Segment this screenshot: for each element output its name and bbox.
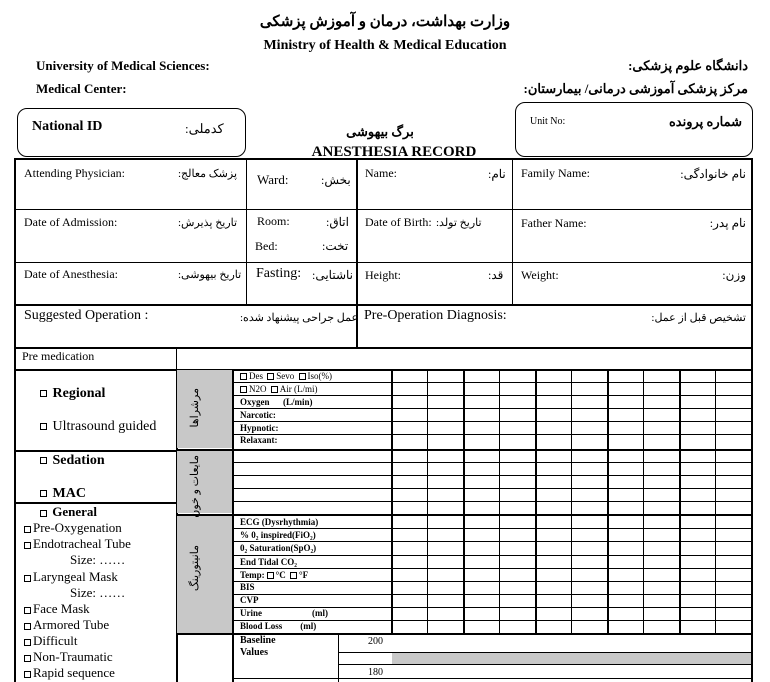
grid-line <box>232 408 752 409</box>
values-label: Values <box>240 647 268 658</box>
name-label-fa: نام: <box>488 167 506 181</box>
gas-sevo: Sevo <box>276 371 295 381</box>
gas-n2o: N2O <box>249 384 267 394</box>
drugs-section-label: مرشراها <box>189 388 201 428</box>
grid-line <box>14 158 16 682</box>
grid-line <box>232 678 340 679</box>
national-id-label-fa: کدملی: <box>185 121 224 136</box>
sedation-label: Sedation <box>52 453 105 468</box>
dob-label: Date of Birth: <box>365 215 432 229</box>
grid-line <box>338 652 752 653</box>
grid-line <box>232 581 752 582</box>
scale-200: 200 <box>368 636 383 647</box>
grid-line <box>14 450 177 452</box>
anesthesia-date-label: Date of Anesthesia: <box>24 267 118 281</box>
grid-line <box>232 555 752 556</box>
grid-line <box>232 462 752 463</box>
grid-line <box>338 633 339 682</box>
university-label: University of Medical Sciences: <box>36 58 210 73</box>
gas-unit: (L/mi) <box>294 384 318 394</box>
diagnosis-label-fa: تشخیص قبل از عمل: <box>651 312 746 324</box>
urine-row: Urine (ml) <box>240 608 328 618</box>
fluids-section-label: مایعات و خون <box>189 455 201 518</box>
ett-size-field[interactable]: Size: …… <box>70 552 126 567</box>
grid-line <box>14 262 752 263</box>
general-item-label: Non-Traumatic <box>33 649 113 664</box>
mac-label: MAC <box>52 486 86 501</box>
scale-180: 180 <box>368 667 383 678</box>
grid-line <box>14 158 752 160</box>
grid-line <box>232 434 752 435</box>
ultrasound-label: Ultrasound guided <box>52 419 157 434</box>
record-title-fa: برگ بیهوشی <box>346 124 414 139</box>
oxygen-row: Oxygen (L/min) <box>240 397 313 407</box>
blood-loss-row: Blood Loss (ml) <box>240 621 317 631</box>
gas-des: Des <box>249 371 263 381</box>
unit-no-label-fa: شماره پرونده <box>668 114 742 129</box>
ministry-title-fa: وزارت بهداشت، درمان و آموزش پزشکی <box>259 14 511 30</box>
endotracheal-tube-option[interactable] <box>22 536 131 552</box>
bis-label: BIS <box>240 582 255 592</box>
national-id-label: National ID <box>32 119 103 134</box>
relaxant-label: Relaxant: <box>240 435 278 445</box>
unit-no-label: Unit No: <box>530 116 566 127</box>
admission-label: Date of Admission: <box>24 215 118 229</box>
premedication-label: Pre medication <box>22 349 95 363</box>
family-name-label-fa: نام خانوادگی: <box>680 167 746 181</box>
center-label-fa: مرکز پزشکی آموزشی درمانی/ بیمارستان: <box>523 81 748 96</box>
admission-label-fa: تاریخ پذیرش: <box>178 217 238 229</box>
cvp-label: CVP <box>240 595 259 605</box>
grid-line <box>232 475 752 476</box>
grid-line <box>14 304 752 306</box>
ultrasound-option[interactable] <box>38 419 156 435</box>
bed-label-fa: تخت: <box>322 239 349 253</box>
general-item-label: Difficult <box>33 633 78 648</box>
suggested-operation-label: Suggested Operation : <box>24 308 149 323</box>
grid-line <box>232 488 752 489</box>
etco2-label: End Tidal CO₂ <box>240 557 297 567</box>
grid-line <box>14 369 752 371</box>
fio2-label: % 0₂ inspired(FiO₂) <box>240 530 316 540</box>
general-label: General <box>52 504 98 519</box>
face-mask-option[interactable] <box>22 601 90 617</box>
dob-label-fa: تاریخ تولد: <box>436 217 482 229</box>
general-option[interactable] <box>38 504 97 520</box>
bed-label: Bed: <box>255 239 278 253</box>
grid-line <box>751 158 753 682</box>
grid-line <box>232 369 234 682</box>
narcotic-label: Narcotic: <box>240 410 276 420</box>
family-name-label: Family Name: <box>521 166 590 180</box>
grid-line <box>232 382 752 383</box>
chart-band <box>392 652 751 664</box>
grid-line <box>232 541 752 542</box>
grid-line <box>232 421 752 422</box>
gases2-row[interactable] <box>238 384 318 394</box>
grid-line <box>232 594 752 595</box>
room-label: Room: <box>257 214 290 228</box>
height-label: Height: <box>365 268 401 282</box>
regional-label: Regional <box>52 386 106 401</box>
fasting-label-fa: ناشتایی: <box>312 268 354 282</box>
father-name-label: Father Name: <box>521 216 587 230</box>
fasting-label: Fasting: <box>256 266 302 281</box>
grid-line <box>338 664 752 665</box>
general-item-label: Laryngeal Mask <box>33 569 118 584</box>
grid-line <box>232 528 752 529</box>
grid-line <box>338 678 752 679</box>
general-item-label: Rapid sequence <box>33 665 115 680</box>
weight-label: Weight: <box>521 268 559 282</box>
baseline-label: Baseline <box>240 635 276 646</box>
grid-line <box>232 568 752 569</box>
record-title-en: ANESTHESIA RECORD <box>311 144 477 160</box>
university-label-fa: دانشگاه علوم پزشکی: <box>628 58 748 73</box>
general-item-label: Face Mask <box>33 601 90 616</box>
center-label: Medical Center: <box>36 81 127 96</box>
anesthesia-date-label-fa: تاریخ بیهوشی: <box>178 269 242 281</box>
height-label-fa: قد: <box>488 268 504 282</box>
grid-line <box>232 501 752 502</box>
spo2-label: 0₂ Saturation(SpO₂) <box>240 543 317 553</box>
gases-row[interactable] <box>238 371 332 381</box>
lma-size-field[interactable]: Size: …… <box>70 585 126 600</box>
father-name-label-fa: نام پدر: <box>709 216 746 230</box>
fluids-section-header <box>177 450 232 513</box>
gas-iso: Iso(%) <box>307 371 332 381</box>
sedation-option[interactable] <box>38 453 105 469</box>
drugs-section-header <box>177 370 232 448</box>
temp-row[interactable]: Temp: °C °F <box>240 570 309 580</box>
diagnosis-label: Pre-Operation Diagnosis: <box>364 308 507 323</box>
armored-tube-option[interactable] <box>22 617 109 633</box>
grid-line <box>14 347 752 349</box>
ward-label-fa: بخش: <box>321 173 351 187</box>
grid-line <box>14 209 752 210</box>
attending-label-fa: پزشک معالج: <box>178 168 238 180</box>
monitoring-section-label: مانیتورینگ <box>189 545 201 592</box>
laryngeal-mask-option[interactable] <box>22 569 118 585</box>
regional-option[interactable] <box>38 386 105 402</box>
pre-oxygenation-option[interactable] <box>22 520 122 536</box>
name-label: Name: <box>365 166 397 180</box>
hypnotic-label: Hypnotic: <box>240 423 279 433</box>
monitoring-section-header <box>177 515 232 633</box>
rapid-sequence-option[interactable] <box>22 665 115 681</box>
mac-option[interactable] <box>38 486 86 502</box>
ward-label: Ward: <box>257 172 289 187</box>
suggested-operation-label-fa: عمل جراحی پیشنهاد شده: <box>240 312 359 324</box>
grid-line <box>246 158 247 304</box>
ecg-label: ECG (Dysrhythmia) <box>240 517 319 527</box>
general-item-label: Endotracheal Tube <box>33 536 131 551</box>
grid-line <box>232 395 752 396</box>
gas-air: Air <box>279 384 292 394</box>
difficult-option[interactable] <box>22 633 78 649</box>
weight-label-fa: وزن: <box>722 268 746 282</box>
general-item-label: Armored Tube <box>33 617 110 632</box>
grid-line <box>176 347 177 370</box>
non-traumatic-option[interactable] <box>22 649 113 665</box>
room-label-fa: اتاق: <box>326 215 349 229</box>
ministry-title-en: Ministry of Health & Medical Education <box>263 38 507 53</box>
grid-line <box>512 158 513 304</box>
attending-label: Attending Physician: <box>24 166 125 180</box>
general-item-label: Pre-Oxygenation <box>33 520 122 535</box>
